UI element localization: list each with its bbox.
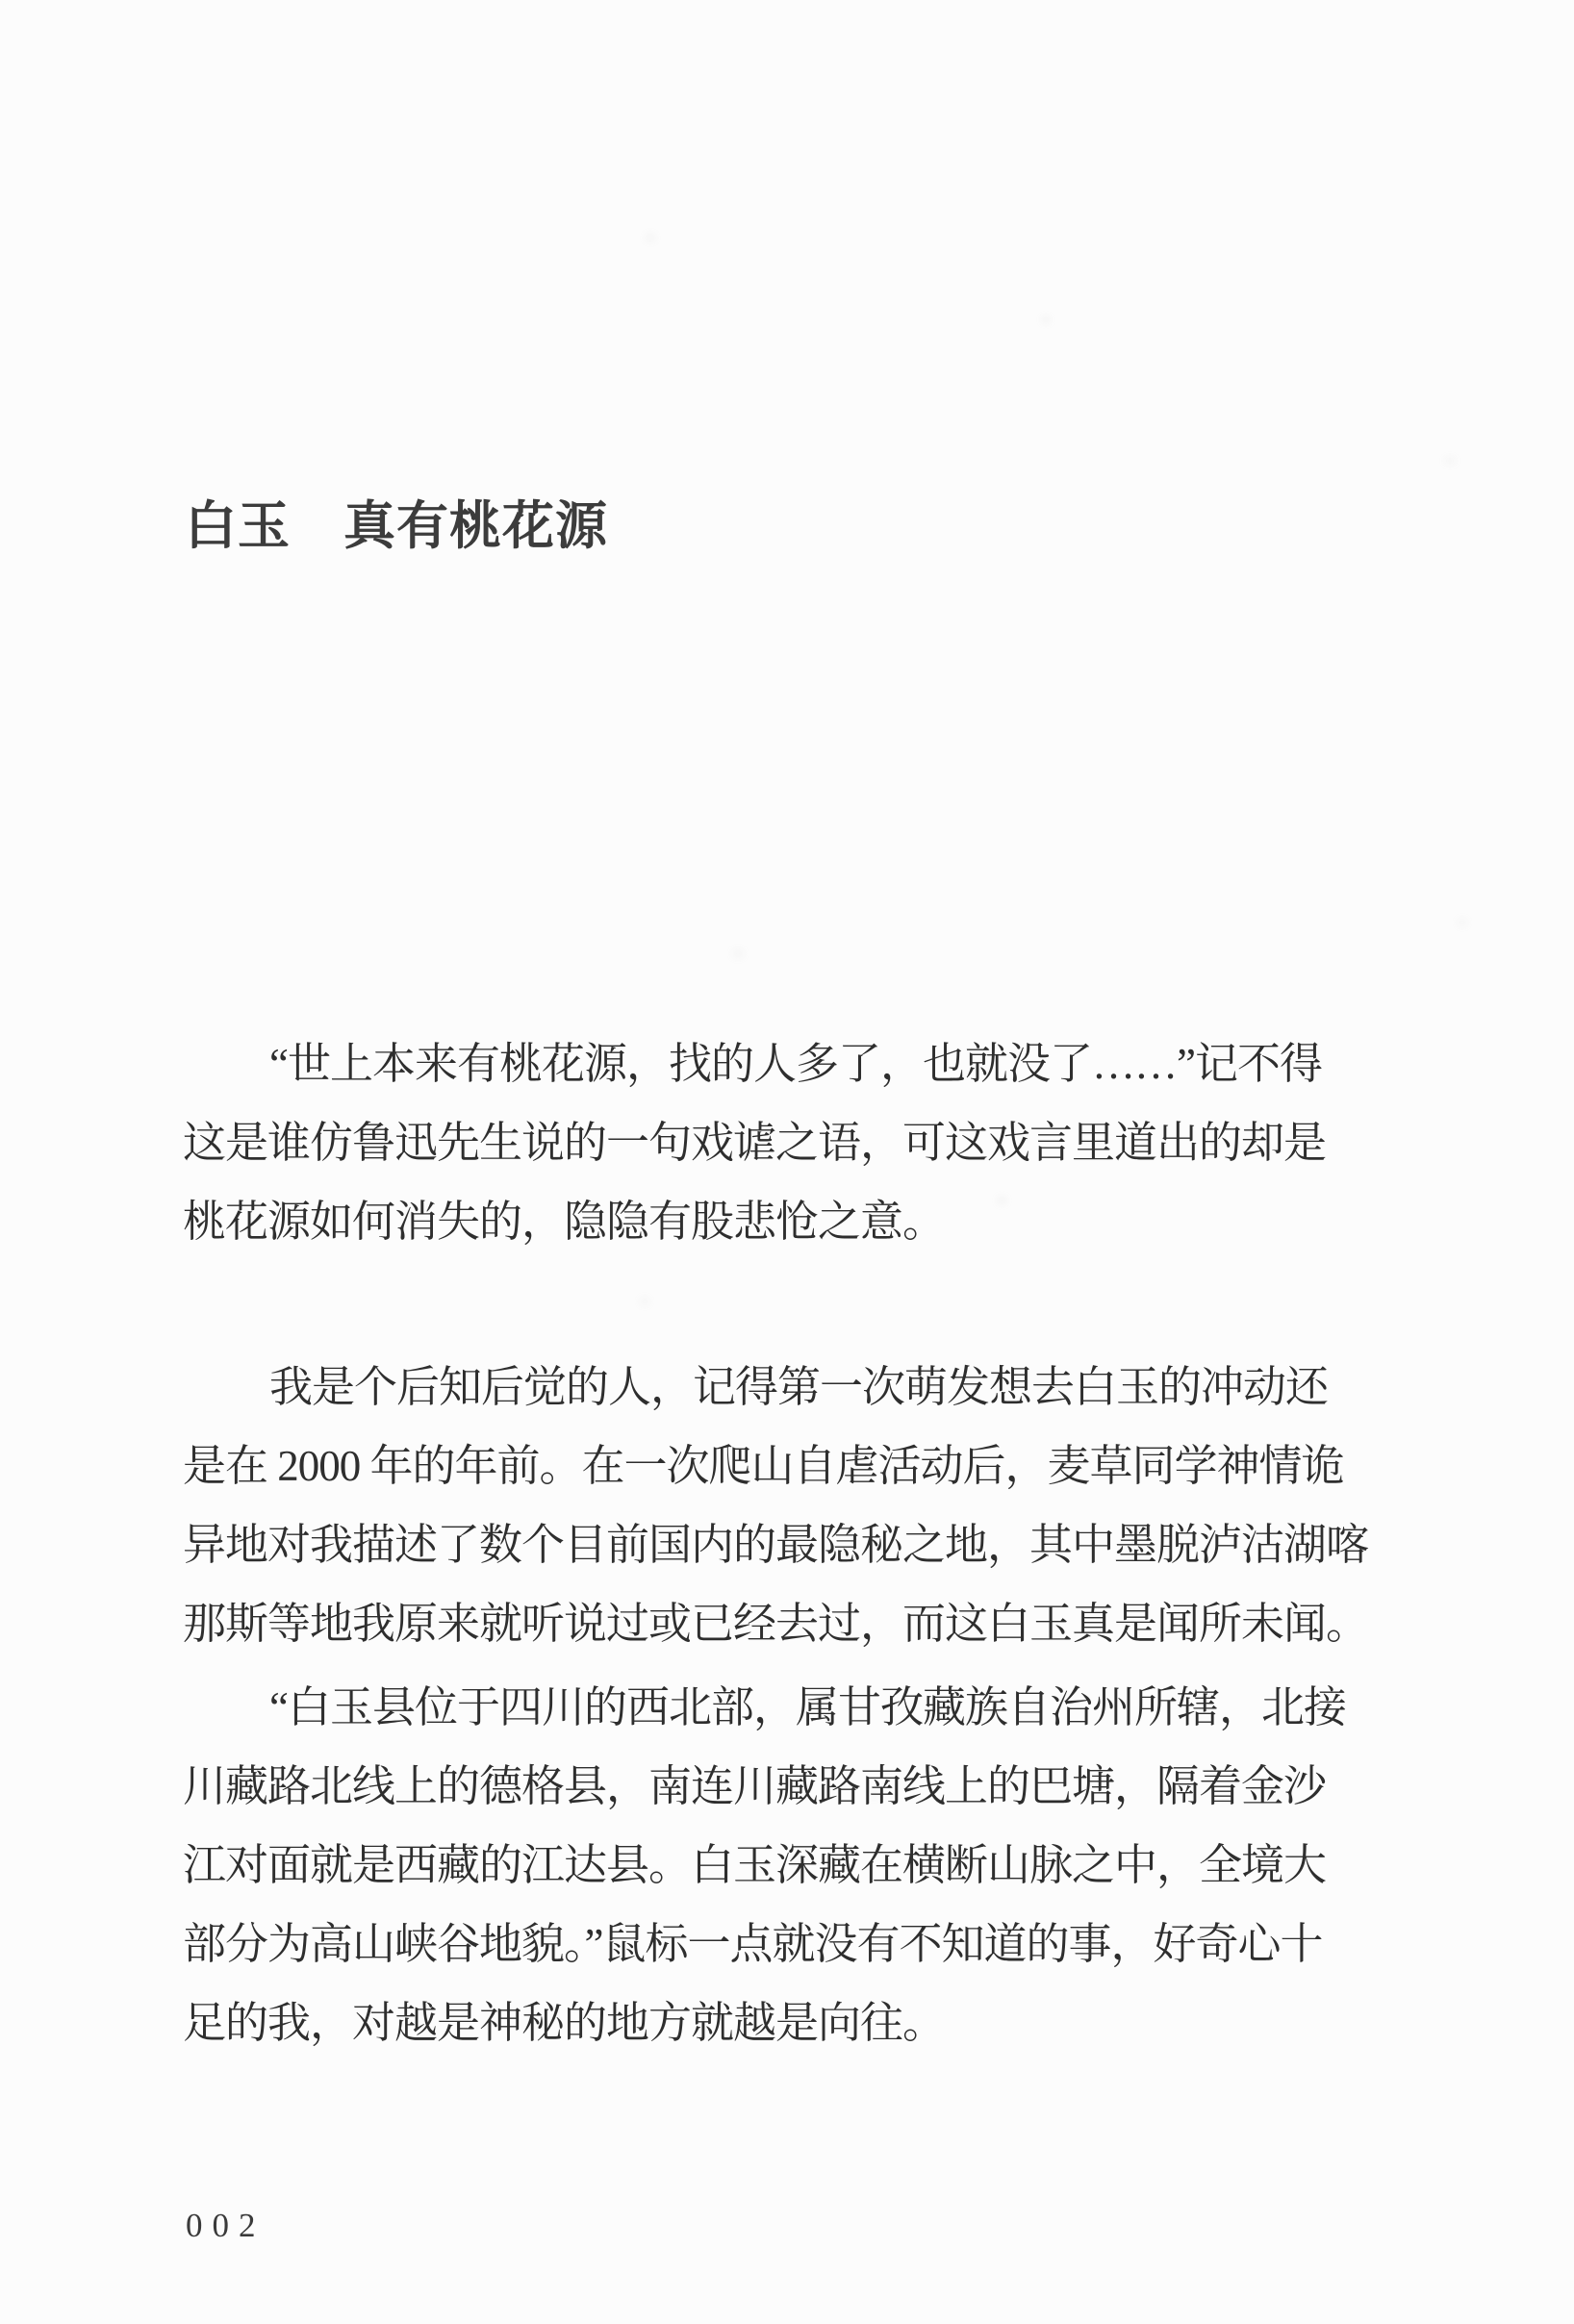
scan-artifact [1457, 918, 1468, 927]
scan-artifact [645, 233, 656, 242]
text-line: “白玉县位于四川的西北部，属甘孜藏族自治州所辖，北接 [269, 1683, 1346, 1731]
text-line: 我是个后知后觉的人，记得第一次萌发想去白玉的冲动还 [269, 1363, 1329, 1411]
scan-artifact [1041, 316, 1051, 324]
text-line: 江对面就是西藏的江达县。白玉深藏在横断山脉之中，全境大 [183, 1841, 1327, 1889]
chapter-title: 白玉 真有桃花源 [185, 497, 608, 555]
scan-artifact [639, 1297, 650, 1306]
scan-artifact [731, 948, 745, 959]
text-line: “世上本来有桃花源，找的人多了，也就没了……”记不得 [269, 1040, 1322, 1088]
text-line: 川藏路北线上的德格县，南连川藏路南线上的巴塘，隔着金沙 [183, 1762, 1327, 1810]
text-line: 异地对我描述了数个目前国内的最隐秘之地，其中墨脱泸沽湖喀 [183, 1521, 1369, 1569]
paragraph-1 [183, 1024, 1337, 1261]
paragraph-2 [183, 1348, 1369, 1663]
scan-artifact [1443, 456, 1457, 466]
text-line: 是在 2000 年的年前。在一次爬山自虐活动后，麦草同学神情诡 [183, 1442, 1344, 1490]
text-line: 部分为高山峡谷地貌。”鼠标一点就没有不知道的事，好奇心十 [183, 1920, 1323, 1968]
text-line: 那斯等地我原来就听说过或已经去过，而这白玉真是闻所未闻。 [183, 1600, 1369, 1648]
paragraph-3 [183, 1668, 1346, 2062]
text-line: 桃花源如何消失的，隐隐有股悲怆之意。 [183, 1198, 946, 1246]
text-line: 这是谁仿鲁迅先生说的一句戏谑之语，可这戏言里道出的却是 [183, 1119, 1327, 1167]
scan-artifact [868, 1789, 880, 1799]
text-line: 足的我，对越是神秘的地方就越是向往。 [183, 1999, 946, 2047]
page-number: 002 [186, 2207, 266, 2244]
scan-artifact [997, 1196, 1007, 1205]
